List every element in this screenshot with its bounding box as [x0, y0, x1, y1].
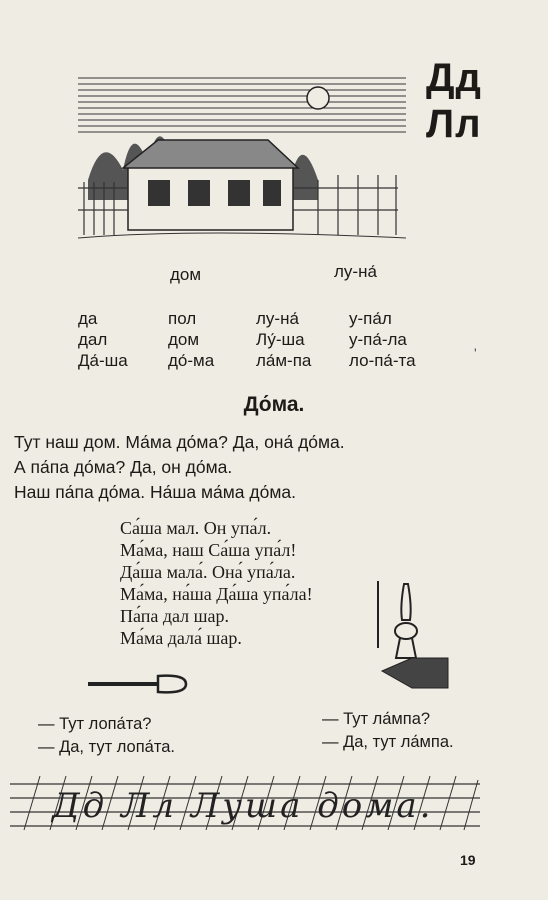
dialog-left [38, 713, 175, 759]
dialog-line: — Тут лопа́та? [38, 715, 152, 733]
syllable: да [78, 309, 98, 328]
handwriting-text: Дд Лл Луша дома. [52, 786, 434, 826]
syllable-table [78, 309, 459, 372]
syllable-row [78, 351, 459, 372]
syllable: пол [168, 309, 197, 328]
poem-line: Па́па дал шар. [120, 606, 230, 626]
syllable: Да́-ша [78, 351, 128, 370]
prose-line: Наш па́па до́ма. На́ша ма́ма до́ма. [14, 482, 296, 502]
lamp-illustration [372, 576, 450, 696]
stray-mark: ʹ [474, 345, 477, 361]
caption-moon: лу-на́ [334, 262, 377, 281]
dialog-right [322, 708, 454, 754]
handwriting-exercise [10, 770, 480, 836]
letter-header [426, 56, 522, 148]
syllable: ло-па́-та [349, 351, 416, 370]
syllable: лу-на́ [256, 309, 299, 328]
dialog-line: — Тут ла́мпа? [322, 710, 431, 728]
syllable-row [78, 330, 459, 351]
prose-line: А па́па до́ма? Да, он до́ма. [14, 457, 233, 477]
syllable: у-па́-ла [349, 330, 407, 349]
caption-house: дом [170, 265, 202, 284]
syllable-row [78, 309, 459, 330]
syllable: ла́м-па [256, 351, 312, 370]
poem-line: Са́ша мал. Он упа́л. [120, 518, 272, 538]
syllable: у-па́л [349, 309, 392, 328]
syllable: до́-ма [168, 351, 215, 370]
dialog-line: — Да, тут ла́мпа. [322, 733, 454, 751]
syllable: дал [78, 330, 108, 349]
syllable: Лу́-ша [256, 330, 305, 349]
page-number: 19 [460, 852, 476, 868]
moon-icon [307, 87, 329, 109]
letter-d: Дд [426, 56, 482, 100]
poem-line: Ма́ма, на́ша Да́ша упа́ла! [120, 584, 313, 604]
prose-block [14, 430, 345, 505]
syllable: дом [168, 330, 200, 349]
letter-l: Лл [426, 102, 482, 146]
page-title: До́ма. [243, 393, 305, 416]
poem-line: Ма́ма, наш Са́ша упа́л! [120, 540, 297, 560]
poem-block [120, 517, 313, 649]
poem-line: Да́ша мала́. Она́ упа́ла. [120, 562, 296, 582]
poem-line: Ма́ма дала́ шар. [120, 628, 242, 648]
shovel-illustration [86, 670, 190, 696]
dialog-line: — Да, тут лопа́та. [38, 738, 175, 756]
prose-line: Тут наш дом. Ма́ма до́ма? Да, она́ до́ма. [14, 432, 345, 452]
house-illustration [78, 70, 406, 246]
